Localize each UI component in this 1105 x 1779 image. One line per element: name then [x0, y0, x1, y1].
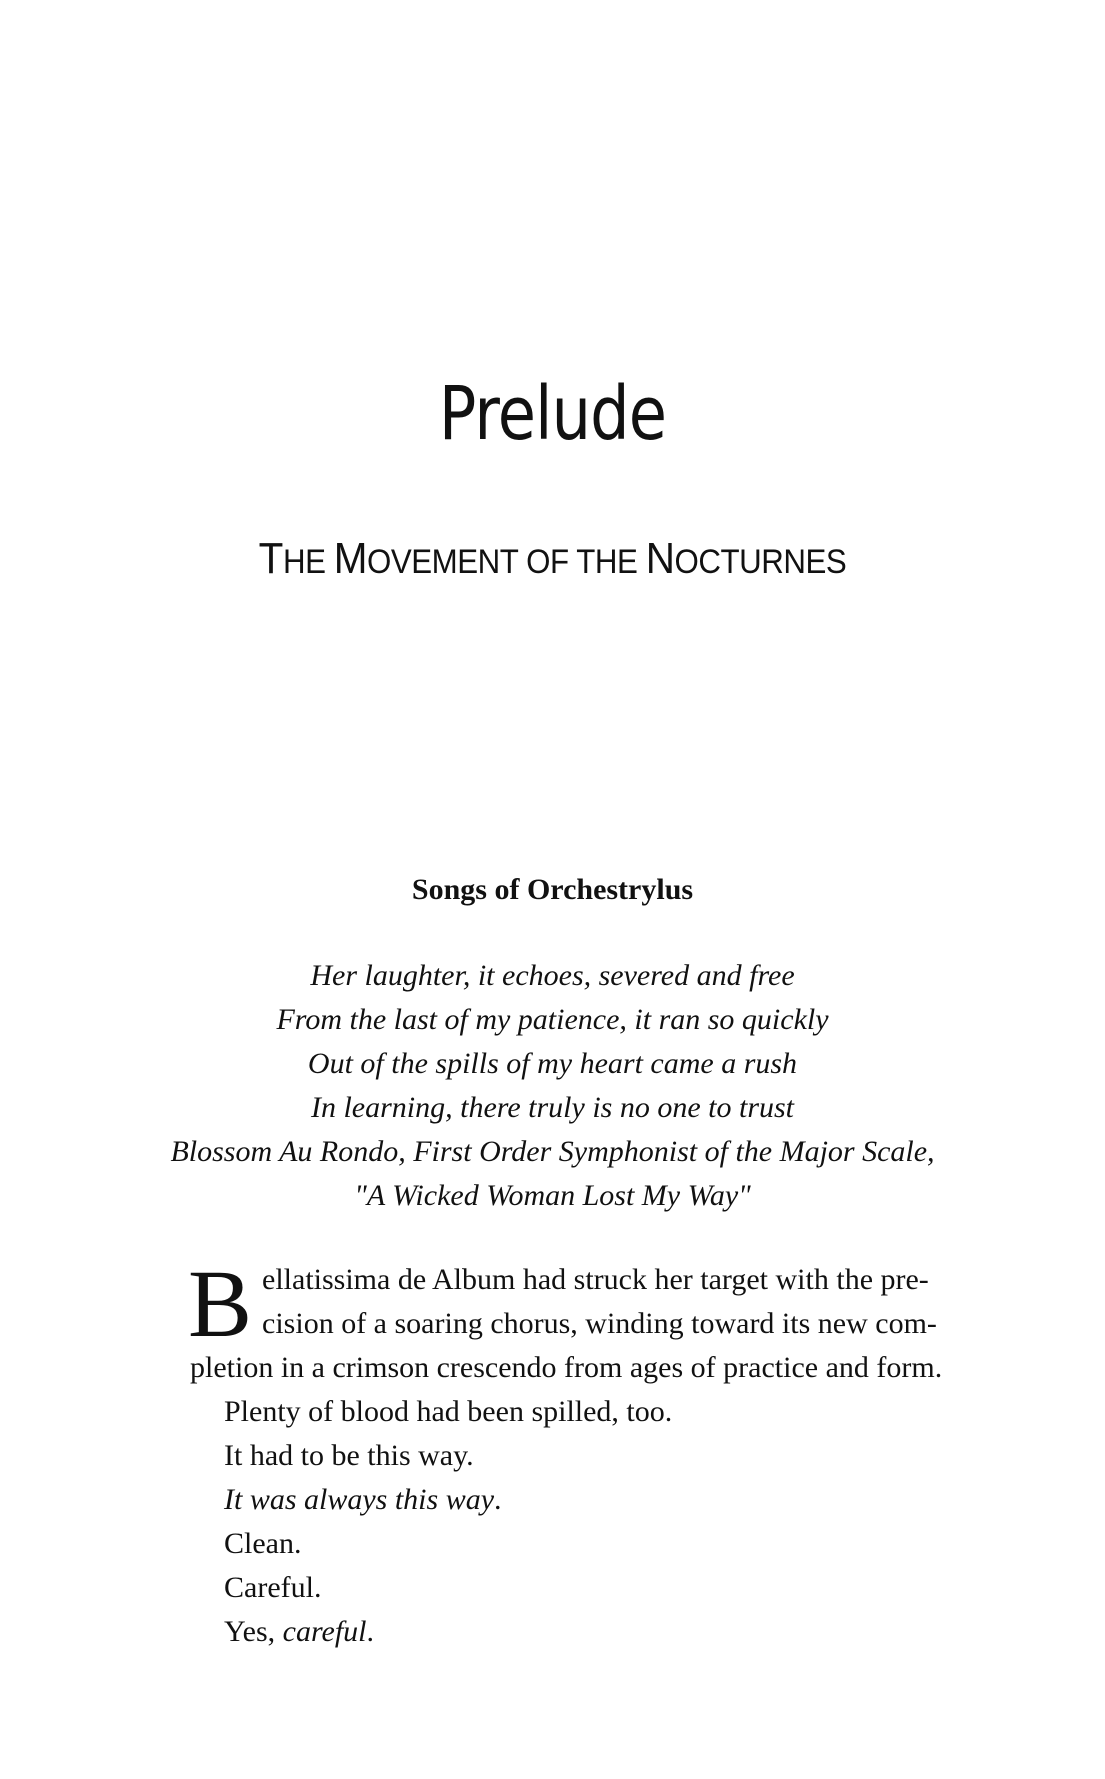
italic-text: careful: [282, 1615, 367, 1648]
subtitle-smallcaps-octurnes: OCTURNES: [674, 543, 847, 581]
paragraph: Plenty of blood had been spilled, too.: [224, 1395, 673, 1428]
paragraph-line: pletion in a crimson crescendo from ages of practice and form.: [190, 1351, 943, 1384]
subtitle-smallcaps-ovement: OVEMENT OF THE: [366, 543, 646, 581]
paragraph-line: cision of a soaring chorus, winding toward its new com-: [262, 1307, 937, 1340]
punctuation: .: [494, 1483, 502, 1516]
epigraph-attribution-title: "A Wicked Woman Lost My Way": [354, 1179, 751, 1212]
paragraph: Careful.: [224, 1571, 322, 1604]
chapter-title: Prelude: [438, 371, 667, 457]
drop-cap: B: [188, 1250, 253, 1357]
epigraph: [0, 954, 1105, 1218]
epigraph-line: In learning, there truly is no one to trust: [310, 1091, 795, 1124]
text: Yes,: [224, 1615, 283, 1648]
subtitle-cap-n: N: [645, 534, 675, 583]
epigraph-line: From the last of my patience, it ran so quickly: [276, 1003, 829, 1036]
epigraph-attribution: Blossom Au Rondo, First Order Symphonist of the Major Scale,: [170, 1135, 935, 1168]
subtitle-cap-m: M: [333, 534, 367, 583]
paragraph-line: ellatissima de Album had struck her target with the pre-: [262, 1263, 929, 1296]
paragraph: It had to be this way.: [224, 1439, 474, 1472]
epigraph-line: Out of the spills of my heart came a rush: [307, 1047, 798, 1080]
epigraph-line: Her laughter, it echoes, severed and free: [310, 959, 795, 992]
paragraph: Clean.: [224, 1527, 302, 1560]
first-paragraph: [188, 1250, 990, 1390]
chapter-subtitle: [44, 534, 1061, 587]
paragraph: [190, 1478, 990, 1522]
italic-text: It was always this way: [224, 1483, 495, 1516]
paragraph: [190, 1610, 990, 1654]
punctuation: .: [366, 1615, 375, 1648]
epigraph-title: Songs of Orchestrylus: [411, 873, 694, 906]
body-text: [188, 1250, 990, 1654]
subtitle-smallcaps-he: HE: [282, 543, 334, 581]
subtitle-cap-t: T: [258, 534, 283, 583]
